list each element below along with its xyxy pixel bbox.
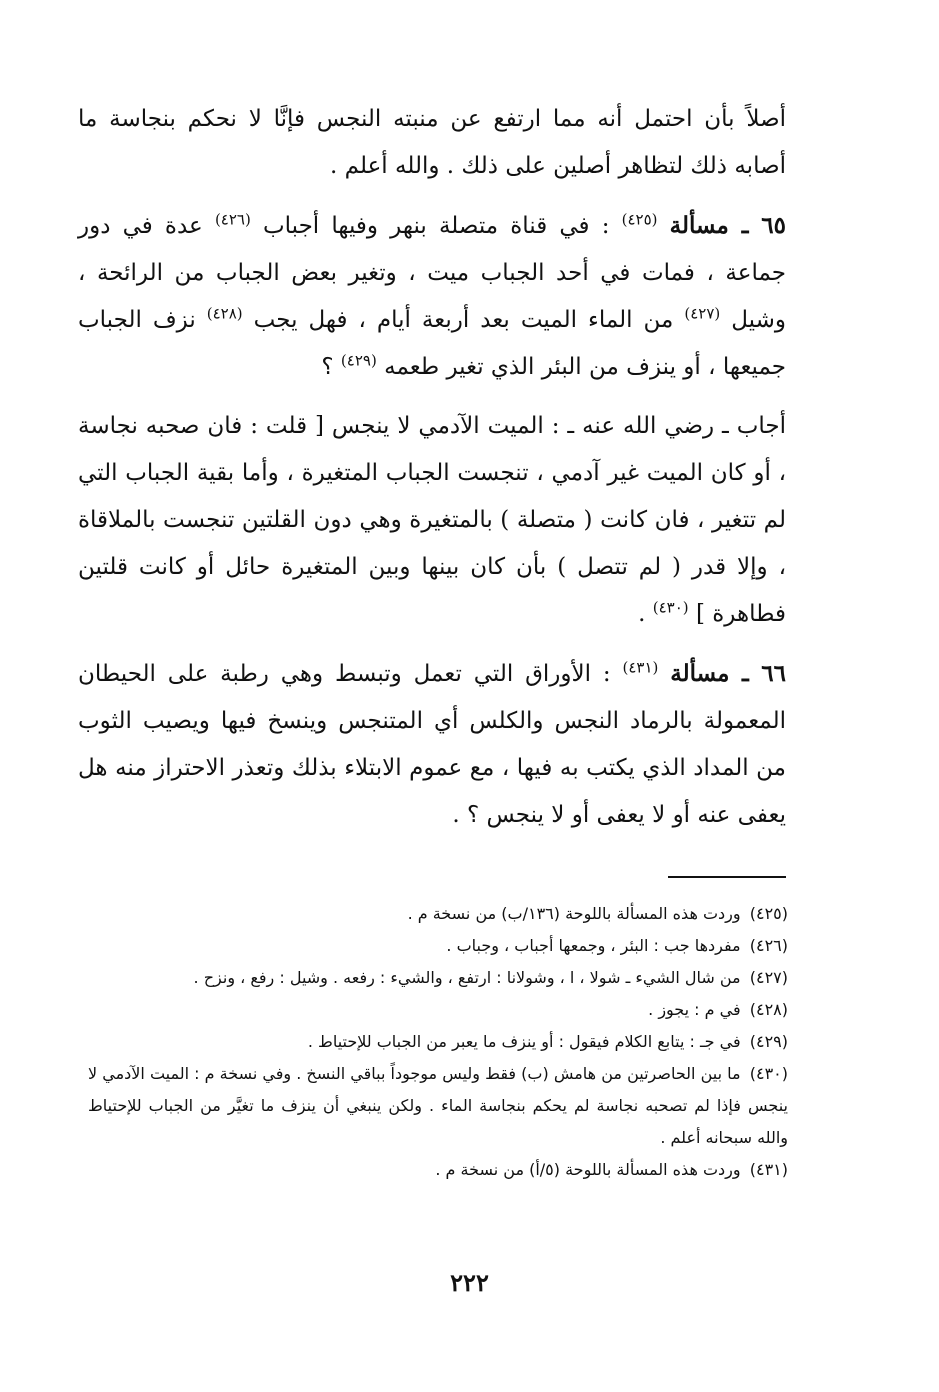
footnote-number: (٤٢٦) bbox=[749, 936, 788, 955]
footnote-number: (٤٢٧) bbox=[749, 968, 788, 987]
issue-text: عدة في دور جماعة ، فمات في أحد الجباب ميت ، وتغير بعض الجباب من الرائحة ، وشيل bbox=[78, 213, 787, 333]
footnote-ref[interactable]: (٤٢٧) bbox=[684, 304, 721, 323]
footnote-text: في م : يجوز . bbox=[648, 1000, 741, 1019]
footnote-number: (٤٢٨) bbox=[749, 1000, 788, 1019]
footnote bbox=[88, 962, 788, 994]
footnote-text: من شال الشيء ـ شولا ، ا ، وشولانا : ارتفع ، والشيء : رفعه . وشيل : رفع ، ونزح . bbox=[193, 968, 741, 987]
footnote-text: مفردها جب : البئر ، وجمعها أجباب ، وجباب . bbox=[446, 936, 741, 955]
footnote-text: ما بين الحاصرتين من هامش (ب) فقط وليس موجوداً بباقي النسخ . وفي نسخة م : الميت الآدمي لا ينجس فإذا لم تصحبه نجاسة لم يحكم بنجاسة الماء . ولكن ينبغي أن ينزف ما تغيَّر من الجباب للإحتياط والله سبحانه أعلم . bbox=[88, 1064, 788, 1147]
issue-text: من الماء الميت بعد أربعة أيام ، فهل يجب bbox=[253, 307, 685, 333]
footnote-number: (٤٣٠) bbox=[749, 1064, 788, 1083]
paragraph-text: أصلاً بأن احتمل أنه مما ارتفع عن منبته النجس فإنَّا لا نحكم بنجاسة ما أصابه ذلك لتظاهر أصلين على ذلك . والله أعلم . bbox=[78, 106, 786, 179]
footnote-divider bbox=[668, 876, 786, 878]
issue-66 bbox=[78, 650, 786, 839]
footnote bbox=[88, 1154, 788, 1186]
footnote bbox=[88, 1058, 788, 1154]
footnote bbox=[88, 898, 788, 930]
issue-text: نزف الجباب جميعها ، أو ينزف من البئر الذي تغير طعمه bbox=[78, 307, 786, 380]
footnote-text: وردت هذه المسألة باللوحة (٥/أ) من نسخة م . bbox=[435, 1160, 741, 1179]
footnote-ref[interactable]: (٤٣٠) bbox=[652, 598, 689, 617]
footnote-ref[interactable]: (٤٢٨) bbox=[206, 304, 243, 323]
issue-text: : الأوراق التي تعمل وتبسط وهي رطبة على الحيطان المعمولة بالرماد النجس والكلس أي المتنجس وينسخ فيها ويصيب الثوب من المداد الذي يكتب به فيها ، مع عموم الابتلاء بذلك وتعذر الاحتراز منه هل يعفى عنه أو لا يعفى أو لا ينجس ؟ . bbox=[78, 661, 786, 828]
answer-text-end: . bbox=[638, 601, 653, 627]
issue-text: : في قناة متصلة بنهر وفيها أجباب bbox=[262, 213, 622, 239]
issue-label: ٦٥ ـ مسألة bbox=[669, 212, 787, 239]
footnote-text: في جـ : يتابع الكلام فيقول : أو ينزف ما يعبر من الجباب للإحتياط . bbox=[307, 1032, 741, 1051]
footnote-number: (٤٢٩) bbox=[749, 1032, 788, 1051]
footnote bbox=[88, 994, 788, 1026]
answer-text: أجاب ـ رضي الله عنه ـ : الميت الآدمي لا ينجس [ قلت : فان صحبه نجاسة ، أو كان الميت غير آدمي ، تنجست الجباب المتغيرة ، وأما بقية الجباب التي لم تتغير ، فان كانت ( متصلة ) بالمتغيرة وهي دون القلتين تنجست بالملاقاة ، وإلا قدر ( لم تتصل ) بأن كان بينها وبين المتغيرة حائل أو كانت قلتين فطاهرة ] bbox=[78, 413, 786, 627]
paragraph-continuation bbox=[78, 96, 786, 190]
issue-text: ؟ bbox=[321, 354, 341, 380]
footnote-ref[interactable]: (٤٣١) bbox=[622, 658, 659, 677]
main-text bbox=[78, 96, 786, 851]
page-number: ٢٢٢ bbox=[450, 1268, 489, 1297]
answer-65 bbox=[78, 403, 786, 638]
footnote-ref[interactable]: (٤٢٩) bbox=[340, 351, 377, 370]
issue-65 bbox=[78, 202, 786, 391]
footnote-ref[interactable]: (٤٢٦) bbox=[214, 210, 251, 229]
footnote-number: (٤٢٥) bbox=[749, 904, 788, 923]
footnote bbox=[88, 1026, 788, 1058]
footnote-ref[interactable]: (٤٢٥) bbox=[621, 210, 658, 229]
footnote-text: وردت هذه المسألة باللوحة (١٣٦/ب) من نسخة م . bbox=[407, 904, 741, 923]
footnotes bbox=[88, 898, 788, 1186]
footnote bbox=[88, 930, 788, 962]
issue-label: ٦٦ ـ مسألة bbox=[670, 660, 786, 687]
footnote-number: (٤٣١) bbox=[749, 1160, 788, 1179]
